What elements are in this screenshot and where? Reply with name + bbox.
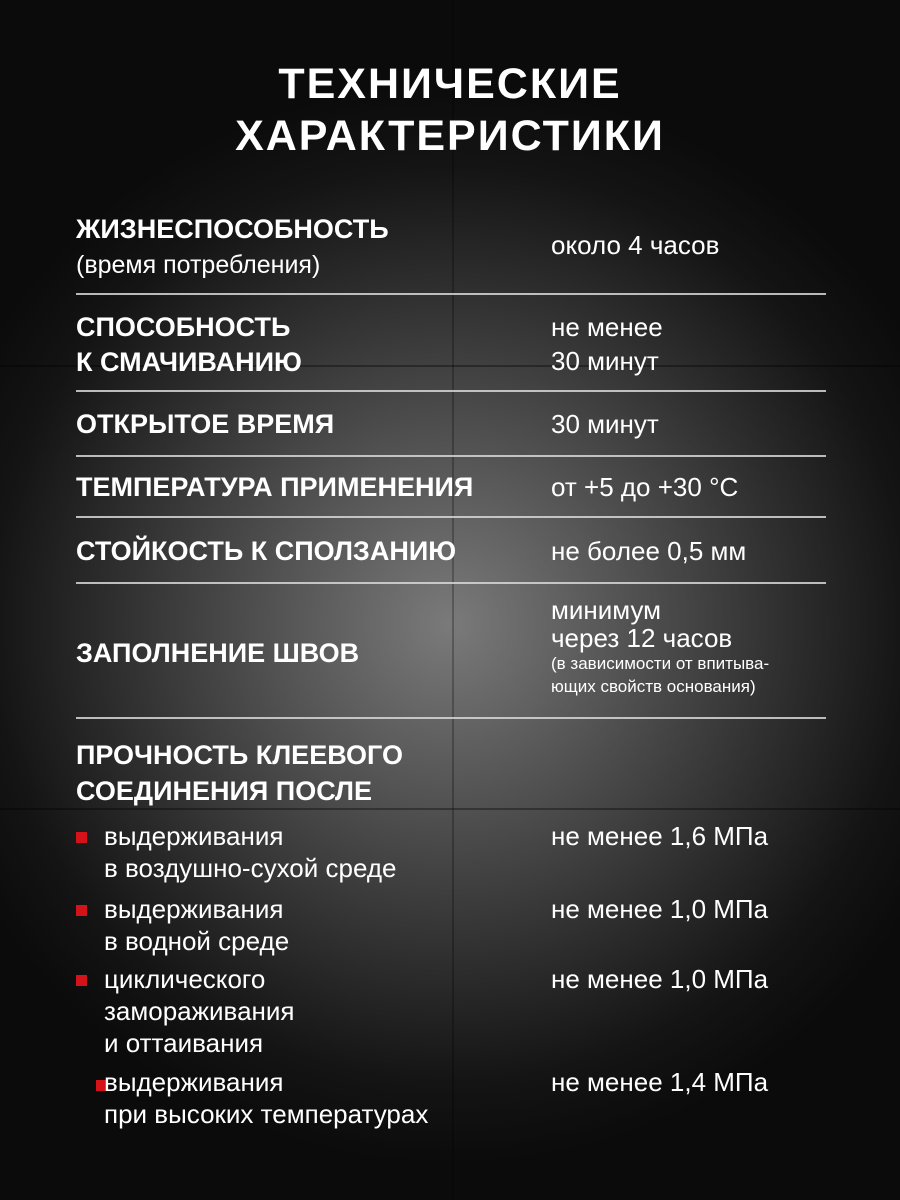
separator (76, 455, 826, 457)
title-line-1: ТЕХНИЧЕСКИЕ (278, 60, 622, 108)
spec-value: 30 минут (551, 346, 659, 376)
strength-item-text: циклического (104, 964, 266, 994)
strength-item-value: не менее 1,0 МПа (551, 894, 769, 924)
page-title (0, 58, 900, 162)
spec-sublabel: (время потребления) (76, 251, 321, 279)
separator (76, 293, 826, 295)
background-seam (0, 808, 900, 810)
title-line-2: ХАРАКТЕРИСТИКИ (235, 112, 665, 160)
separator (76, 516, 826, 518)
strength-item-text: и оттаивания (104, 1028, 264, 1058)
spec-value: не более 0,5 мм (551, 536, 747, 566)
spec-value: 30 минут (551, 409, 659, 439)
separator (76, 390, 826, 392)
strength-item-text: выдерживания (104, 894, 284, 924)
strength-item-text: при высоких температурах (104, 1099, 429, 1129)
spec-note: (в зависимости от впитыва- (551, 654, 770, 673)
strength-item-value: не менее 1,4 МПа (551, 1067, 769, 1097)
spec-label: ЗАПОЛНЕНИЕ ШВОВ (76, 638, 360, 668)
spec-value: минимум (551, 595, 662, 625)
strength-item-text: в водной среде (104, 926, 290, 956)
bullet-square-icon (76, 832, 87, 843)
spec-value: от +5 до +30 °С (551, 472, 739, 502)
spec-label: СТОЙКОСТЬ К СПОЛЗАНИЮ (76, 536, 457, 566)
spec-value: около 4 часов (551, 230, 720, 260)
spec-label: СПОСОБНОСТЬ (76, 312, 291, 342)
separator (76, 717, 826, 719)
spec-value: через 12 часов (551, 623, 733, 653)
spec-label: ТЕМПЕРАТУРА ПРИМЕНЕНИЯ (76, 472, 474, 502)
background-seam (452, 0, 454, 1200)
strength-item-text: замораживания (104, 996, 295, 1026)
spec-label: ОТКРЫТОЕ ВРЕМЯ (76, 409, 335, 439)
strength-item-text: в воздушно-сухой среде (104, 853, 397, 883)
strength-item-text: выдерживания (104, 1067, 284, 1097)
strength-item-text: выдерживания (104, 821, 284, 851)
spec-note: ющих свойств основания) (551, 677, 756, 696)
section-heading: СОЕДИНЕНИЯ ПОСЛЕ (76, 776, 372, 806)
bullet-square-icon (76, 905, 87, 916)
bullet-square-icon (76, 975, 87, 986)
strength-item-value: не менее 1,6 МПа (551, 821, 769, 851)
spec-label: ЖИЗНЕСПОСОБНОСТЬ (76, 214, 389, 244)
section-heading: ПРОЧНОСТЬ КЛЕЕВОГО (76, 740, 403, 770)
spec-value: не менее (551, 312, 663, 342)
spec-label: К СМАЧИВАНИЮ (76, 347, 302, 377)
strength-item-value: не менее 1,0 МПа (551, 964, 769, 994)
separator (76, 582, 826, 584)
